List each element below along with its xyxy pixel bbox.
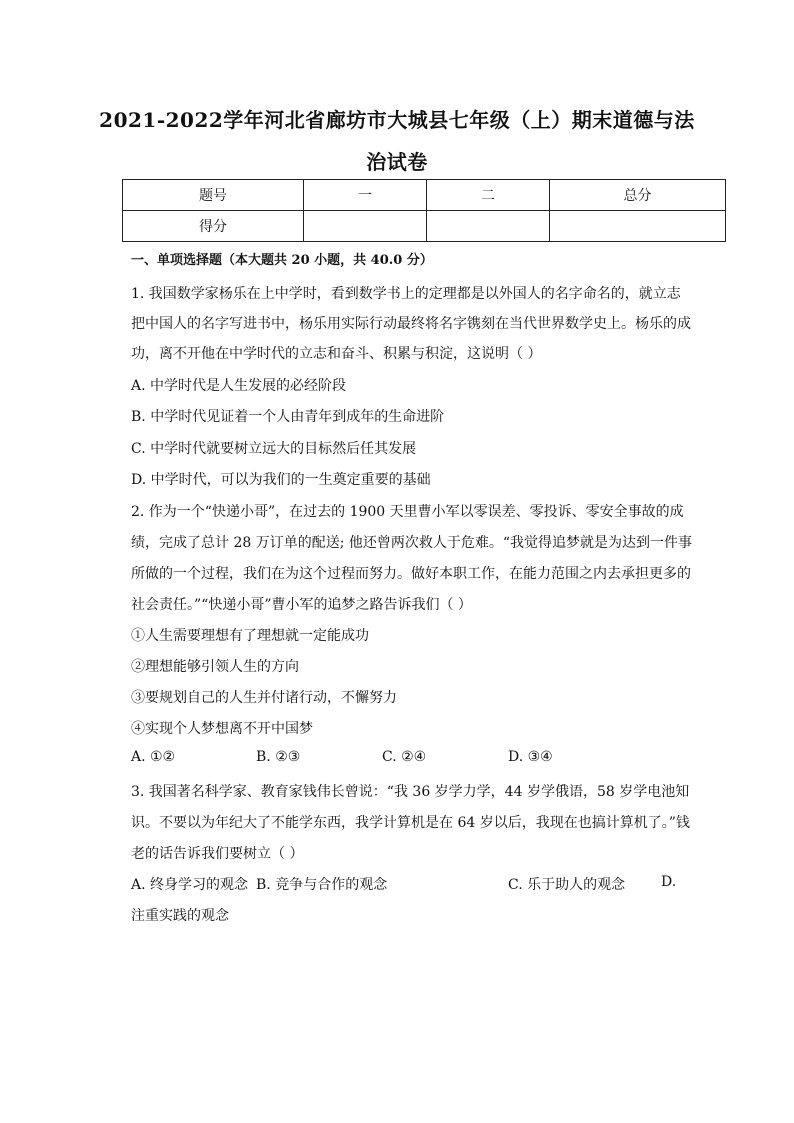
score-header-part2: 二 bbox=[427, 180, 550, 211]
score-row-label: 得分 bbox=[123, 211, 304, 242]
q3-option-c[interactable]: C. 乐于助人的观念 bbox=[508, 877, 626, 893]
q1-line-1: 1. 我国数学家杨乐在上中学时，看到数学书上的定理都是以外国人的名字命名的，就立志 bbox=[131, 286, 681, 302]
q3-option-b[interactable]: B. 竞争与合作的观念 bbox=[256, 877, 388, 893]
q3-line-2: 识。不要以为年纪大了不能学东西，我学计算机是在 64 岁以后，我现在也搞计算机了。”钱 bbox=[131, 815, 690, 831]
q2-line-1: 2. 作为一个“快递小哥”，在过去的 1900 天里曹小军以零误差、零投诉、零安全事故的成 bbox=[131, 504, 684, 520]
q2-option-c[interactable]: C. ②④ bbox=[382, 749, 427, 765]
q2-line-2: 绩，完成了总计 28 万订单的配送; 他还曾两次救人于危难。“我觉得追梦就是为达到一件事 bbox=[131, 535, 693, 551]
q2-statement-3: ③要规划自己的人生并付诸行动，不懈努力 bbox=[131, 690, 397, 706]
score-cell-part2[interactable] bbox=[427, 211, 550, 242]
exam-title-line2: 治试卷 bbox=[366, 150, 428, 174]
q2-line-4: 社会责任。”“快递小哥”曹小军的追梦之路告诉我们（ ） bbox=[131, 597, 472, 613]
q1-option-c[interactable]: C. 中学时代就要树立远大的目标然后任其发展 bbox=[131, 441, 417, 457]
q1-option-b[interactable]: B. 中学时代见证着一个人由青年到成年的生命进阶 bbox=[131, 409, 445, 425]
q2-statement-1: ①人生需要理想有了理想就一定能成功 bbox=[131, 628, 369, 644]
q3-option-a[interactable]: A. 终身学习的观念 bbox=[131, 877, 249, 893]
q2-statement-2: ②理想能够引领人生的方向 bbox=[131, 659, 299, 675]
q3-line-3: 老的话告诉我们要树立（ ） bbox=[131, 846, 304, 862]
q2-statement-4: ④实现个人梦想离不开中国梦 bbox=[131, 721, 313, 737]
score-cell-part1[interactable] bbox=[304, 211, 427, 242]
q1-option-d[interactable]: D. 中学时代，可以为我们的一生奠定重要的基础 bbox=[131, 472, 431, 488]
score-header-part1: 一 bbox=[304, 180, 427, 211]
score-table-header-row bbox=[123, 180, 726, 211]
q2-line-3: 所做的一个过程，我们在为这个过程而努力。做好本职工作，在能力范围之内去承担更多的 bbox=[131, 566, 691, 582]
score-table bbox=[122, 179, 726, 242]
q3-option-d-text[interactable]: 注重实践的观念 bbox=[131, 908, 229, 924]
score-table-score-row bbox=[123, 211, 726, 242]
q1-line-3: 功，离不开他在中学时代的立志和奋斗、积累与积淀，这说明（ ） bbox=[131, 346, 542, 362]
score-header-total: 总分 bbox=[550, 180, 726, 211]
q1-option-a[interactable]: A. 中学时代是人生发展的必经阶段 bbox=[131, 378, 347, 394]
q2-option-d[interactable]: D. ③④ bbox=[508, 749, 553, 765]
exam-title-line1: 2021-2022学年河北省廊坊市大城县七年级（上）期末道德与法 bbox=[99, 108, 695, 132]
q1-line-2: 把中国人的名字写进书中，杨乐用实际行动最终将名字镌刻在当代世界数学史上。杨乐的成 bbox=[131, 316, 691, 332]
q3-option-d-label[interactable]: D. bbox=[661, 874, 677, 890]
q2-option-a[interactable]: A. ①② bbox=[131, 749, 176, 765]
score-header-label: 题号 bbox=[123, 180, 304, 211]
section-title: 一、单项选择题（本大题共 20 小题，共 40.0 分） bbox=[131, 253, 433, 268]
q2-option-b[interactable]: B. ②③ bbox=[256, 749, 301, 765]
score-cell-total[interactable] bbox=[550, 211, 726, 242]
q3-line-1: 3. 我国著名科学家、教育家钱伟长曾说：“我 36 岁学力学，44 岁学俄语，58 岁学电池知 bbox=[131, 784, 690, 800]
